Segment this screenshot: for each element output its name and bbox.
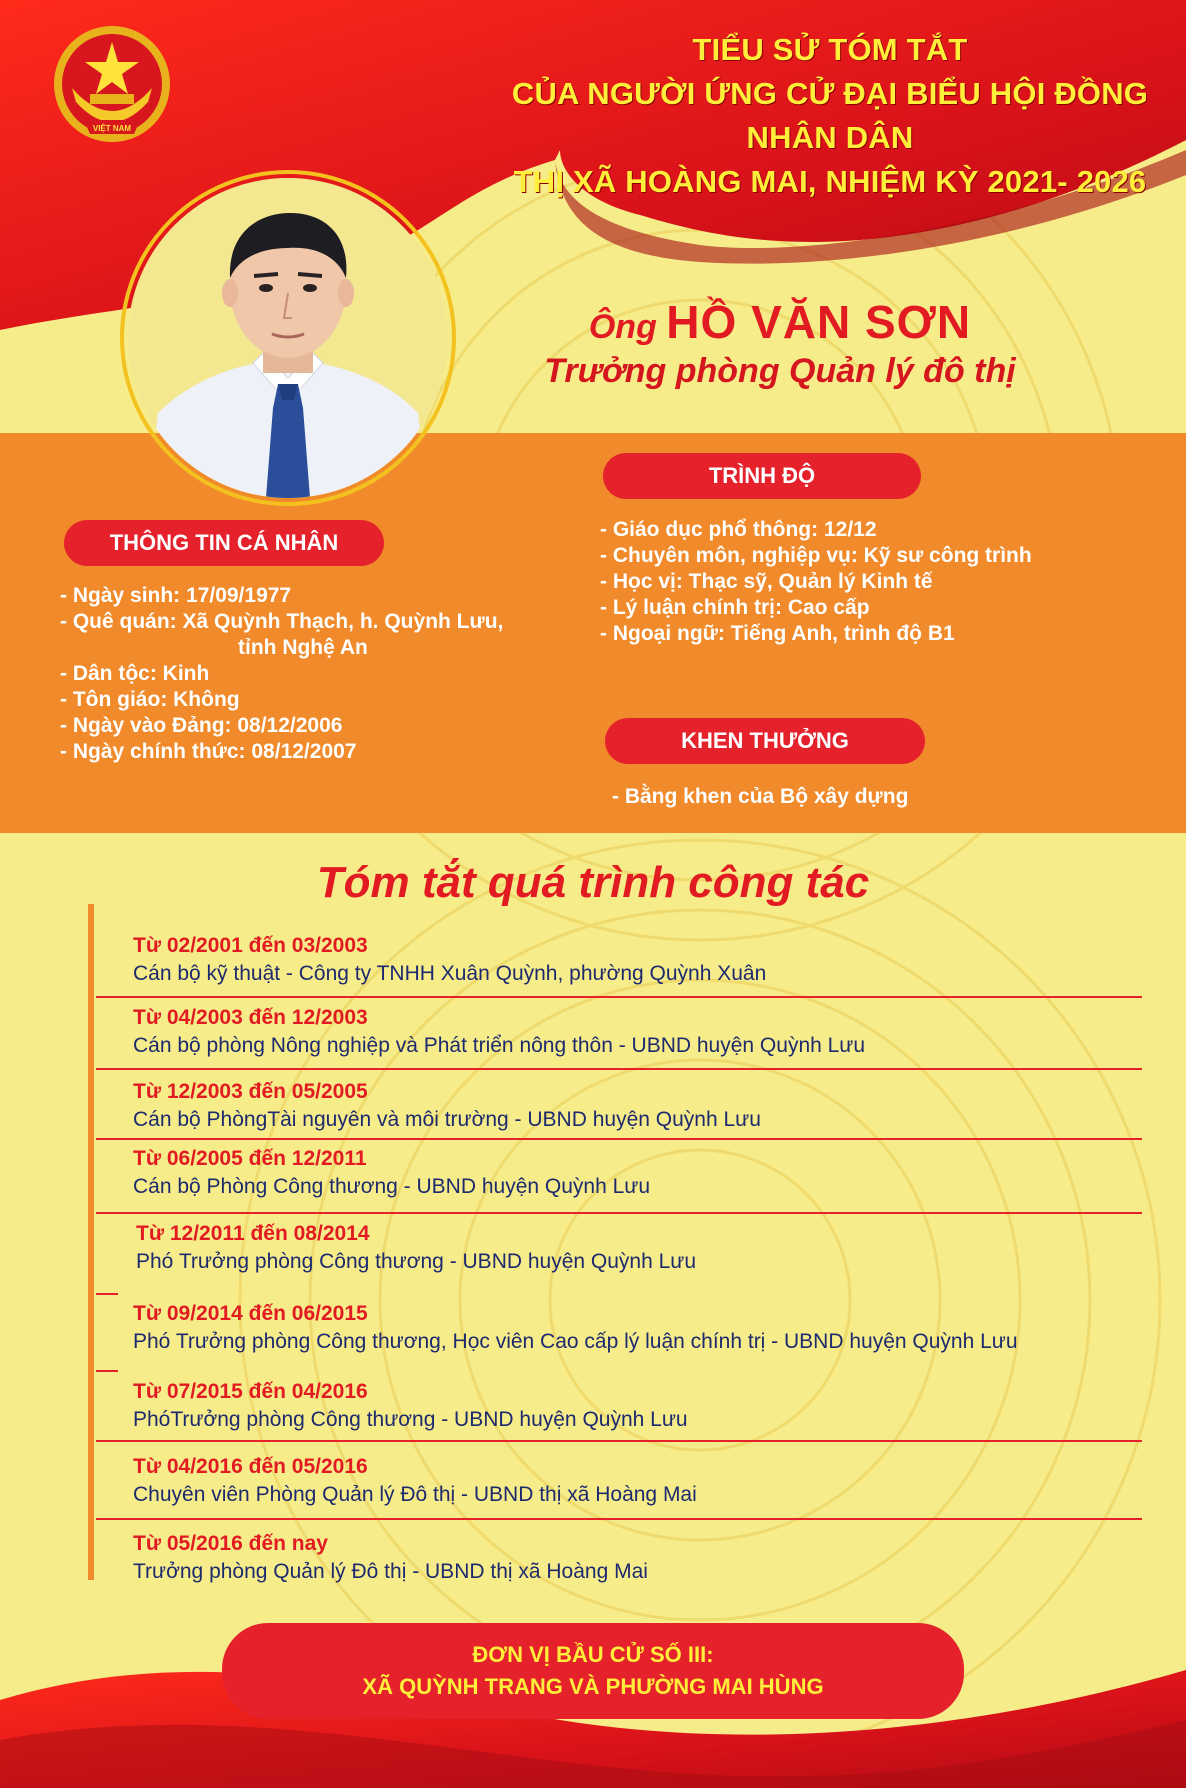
info-hometown: - Quê quán: Xã Quỳnh Thạch, h. Quỳnh Lưu, [60,610,504,633]
career-desc: Cán bộ Phòng Công thương - UBND huyện Quỳnh Lưu [133,1175,651,1198]
career-period: Từ 12/2003 đến 05/2005 [133,1080,368,1103]
career-period: Từ 04/2016 đến 05/2016 [133,1455,368,1478]
career-entry [136,1220,1146,1276]
career-desc: PhóTrưởng phòng Công thương - UBND huyện Quỳnh Lưu [133,1408,688,1431]
career-entry [133,1145,1143,1201]
edu-general: - Giáo dục phổ thông: 12/12 [600,518,877,541]
career-period: Từ 12/2011 đến 08/2014 [136,1222,370,1245]
personal-info-heading: THÔNG TIN CÁ NHÂN [64,520,384,566]
constituency-line-1: ĐƠN VỊ BẦU CỬ SỐ III: [472,1642,714,1667]
career-period: Từ 04/2003 đến 12/2003 [133,1006,368,1029]
header-title [480,28,1180,204]
candidate-name [480,295,1080,349]
career-desc: Trưởng phòng Quản lý Đô thị - UBND thị xã Hoàng Mai [133,1560,648,1583]
career-entry [133,1078,1143,1134]
info-party-official: - Ngày chính thức: 08/12/2007 [60,740,357,763]
constituency-line-2: XÃ QUỲNH TRANG VÀ PHƯỜNG MAI HÙNG [362,1674,824,1699]
career-desc: Chuyên viên Phòng Quản lý Đô thị - UBND thị xã Hoàng Mai [133,1483,697,1506]
career-entry [133,932,1143,988]
awards-list [612,784,908,810]
portrait-photo [128,178,448,498]
career-divider [96,996,1142,998]
national-emblem-icon [50,24,175,149]
timeline-tick [96,1370,118,1372]
timeline-line [88,904,94,1580]
timeline-tick [96,1293,118,1295]
career-desc: Cán bộ PhòngTài nguyên và môi trường - UBND huyện Quỳnh Lưu [133,1108,761,1131]
candidate-position: Trưởng phòng Quản lý đô thị [544,352,1016,390]
edu-specialty: - Chuyên môn, nghiệp vụ: Kỹ sư công trình [600,544,1032,567]
info-birthdate: - Ngày sinh: 17/09/1977 [60,584,292,607]
career-divider [96,1212,1142,1214]
honorific: Ông [588,308,657,346]
info-party-join: - Ngày vào Đảng: 08/12/2006 [60,714,343,737]
career-period: Từ 09/2014 đến 06/2015 [133,1302,368,1325]
career-period: Từ 02/2001 đến 03/2003 [133,934,368,957]
awards-heading: KHEN THƯỞNG [605,718,925,764]
career-period: Từ 07/2015 đến 04/2016 [133,1380,368,1403]
edu-language: - Ngoại ngữ: Tiếng Anh, trình độ B1 [600,622,955,645]
career-entry [133,1004,1143,1060]
career-divider [96,1518,1142,1520]
career-title: Tóm tắt quá trình công tác [316,858,870,907]
career-divider [96,1440,1142,1442]
education-heading: TRÌNH ĐỘ [603,453,921,499]
career-period: Từ 06/2005 đến 12/2011 [133,1147,367,1170]
career-entry [133,1378,1143,1434]
svg-text:VIỆT NAM: VIỆT NAM [92,124,132,133]
info-ethnicity: - Dân tộc: Kinh [60,662,210,685]
career-desc: Cán bộ phòng Nông nghiệp và Phát triển nông thôn - UBND huyện Quỳnh Lưu [133,1034,866,1057]
career-desc: Phó Trưởng phòng Công thương - UBND huyện Quỳnh Lưu [136,1250,697,1273]
career-divider [96,1068,1142,1070]
edu-degree: - Học vị: Thạc sỹ, Quản lý Kinh tế [600,570,933,593]
info-religion: - Tôn giáo: Không [60,688,240,711]
career-entry [133,1300,1143,1356]
career-divider [96,1138,1142,1140]
edu-political: - Lý luận chính trị: Cao cấp [600,596,870,619]
career-entry [133,1453,1143,1509]
info-hometown-cont: tỉnh Nghệ An [238,636,368,659]
constituency-banner [222,1623,964,1719]
header-line-1: TIỂU SỬ TÓM TẮT [692,32,968,67]
personal-info-list [60,583,503,765]
career-desc: Phó Trưởng phòng Công thương, Học viên Cao cấp lý luận chính trị - UBND huyện Quỳnh Lưu [133,1330,1018,1353]
career-period: Từ 05/2016 đến nay [133,1532,328,1555]
award-item: - Bằng khen của Bộ xây dựng [612,785,909,808]
header-line-2: CỦA NGƯỜI ỨNG CỬ ĐẠI BIỂU HỘI ĐỒNG NHÂN DÂN [511,76,1149,155]
education-list [600,517,1032,647]
career-desc: Cán bộ kỹ thuật - Công ty TNHH Xuân Quỳnh, phường Quỳnh Xuân [133,962,767,985]
career-entry [133,1530,1143,1586]
header-line-3: THỊ XÃ HOÀNG MAI, NHIỆM KỲ 2021- 2026 [513,164,1147,199]
full-name: HỒ VĂN SƠN [666,296,972,348]
